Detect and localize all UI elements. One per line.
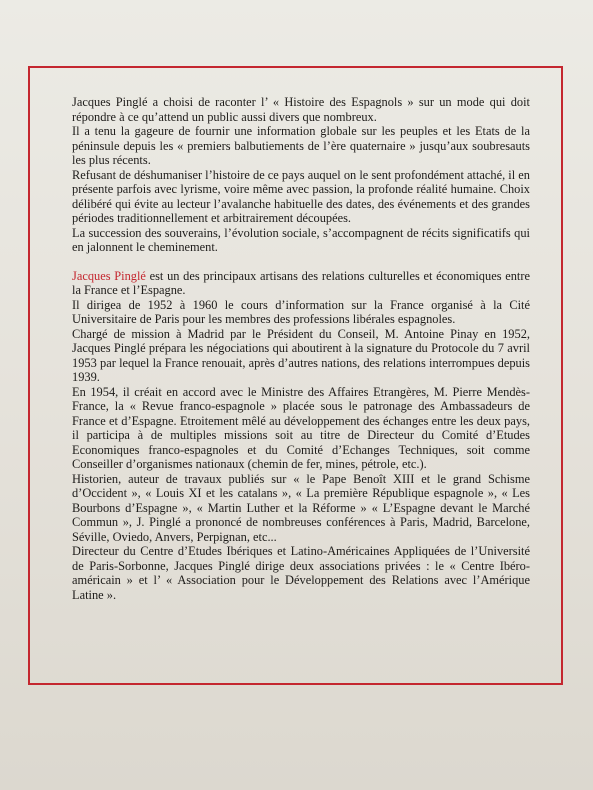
blurb-text (72, 95, 530, 602)
blurb-paragraph-3: Refusant de déshumaniser l’histoire de ce pays auquel on le sent profondément attaché, il en présente parfois avec lyrisme, voire même avec passion, la profonde réalité humaine. Choix délibéré qui évite au lecteur l’avalanche habituelle des dates, des événements et des grandes périodes traditionnellement et arbitrairement découpées. (72, 167, 530, 225)
author-name: Jacques Pinglé (72, 268, 146, 283)
author-bio-paragraph-4: En 1954, il créait en accord avec le Ministre des Affaires Etrangères, M. Pierre Mendès-France, la « Revue franco-espagnole » placée sous le patronage des Ambassadeurs de France et d’Espagne. Etroitement mêlé au développement des échanges entre les deux pays, il participa à de multiples missions soit au titre de Directeur du Comité d’Etudes Economiques franco-espagnoles et du Comité d’Echanges Techniques, soit comme Conseiller d’organismes nationaux (chemin de fer, mines, pétrole, etc.). (72, 384, 530, 471)
blurb-paragraph-4: La succession des souverains, l’évolution sociale, s’accompagnent de récits significatifs qui en jalonnent le cheminement. (72, 225, 530, 254)
author-bio-paragraph-3: Chargé de mission à Madrid par le Président du Conseil, M. Antoine Pinay en 1952, Jacques Pinglé prépara les négociations qui aboutirent à la signature du Protocole du 7 avril 1953 par lequel la France renouait, après d’autres nations, des relations interrompues depuis 1939. (72, 326, 530, 384)
author-bio-paragraph-2: Il dirigea de 1952 à 1960 le cours d’information sur la France organisé à la Cité Universitaire de Paris pour les membres des professions libérales espagnoles. (72, 297, 530, 326)
author-bio-paragraph-6: Directeur du Centre d’Etudes Ibériques et Latino-Américaines Appliquées de l’Université de Paris-Sorbonne, Jacques Pinglé dirige deux associations privées : le « Centre Ibéro-américain » et l’ « Association pour le Développement des Relations avec l’Amérique Latine ». (72, 544, 530, 602)
author-bio-paragraph-5: Historien, auteur de travaux publiés sur « le Pape Benoît XIII et le grand Schisme d’Occident », « Louis XI et les catalans », « La première République espagnole », « Les Bourbons d’Espagne », « Martin Luther et la Réforme » « L’Espagne devant le Marché Commun », J. Pinglé a prononcé de nombreuses conférences à Paris, Madrid, Barcelone, Séville, Oviedo, Anvers, Perpignan, etc... (72, 471, 530, 544)
author-bio-paragraph-1-rest: est un des principaux artisans des relations culturelles et économiques entre la France et l’Espagne. (72, 268, 530, 297)
blurb-paragraph-1: Jacques Pinglé a choisi de raconter l’ « Histoire des Espagnols » sur un mode qui doit répondre à ce qu’attend un public aussi divers que nombreux. (72, 95, 530, 124)
author-bio-paragraph-1 (72, 269, 530, 298)
section-gap (72, 255, 530, 269)
blurb-paragraph-2: Il a tenu la gageure de fournir une information globale sur les peuples et les Etats de la péninsule depuis les « premiers balbutiements de l’ère quaternaire » jusqu’aux soubresauts les plus récents. (72, 124, 530, 167)
